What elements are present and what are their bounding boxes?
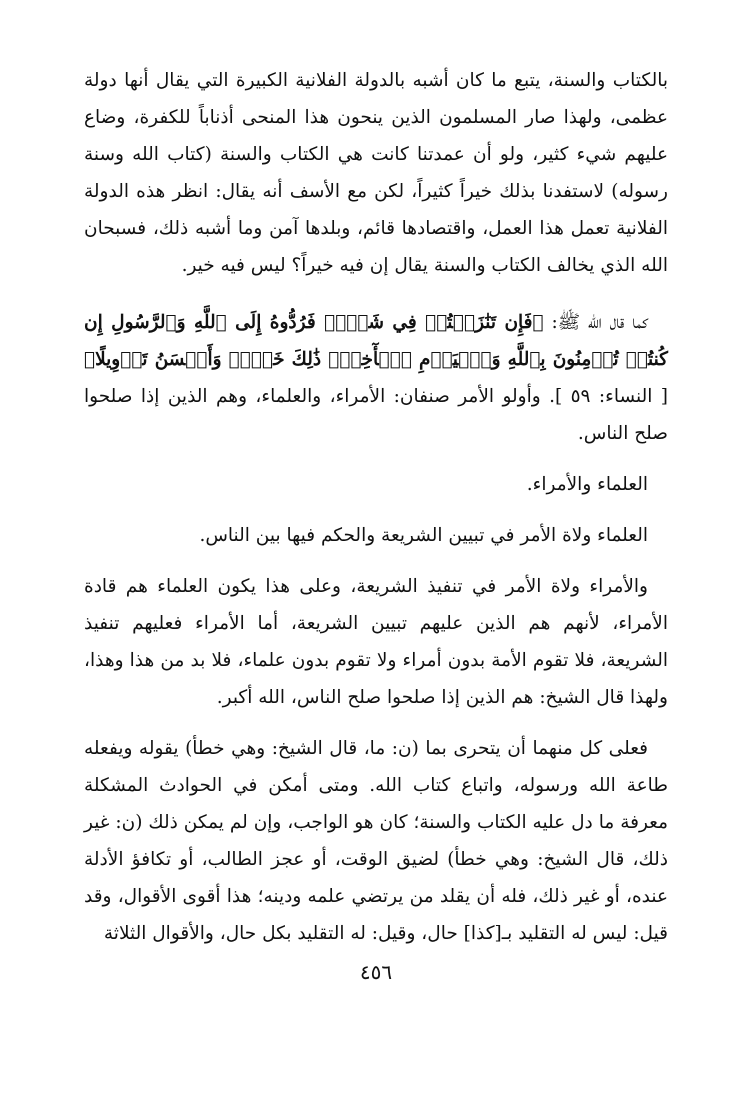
- paragraph-1: بالكتاب والسنة، يتبع ما كان أشبه بالدولة الفلانية الكبيرة التي يقال أنها دولة عظمى، ولهذا صار المسلمون الذين ينحون هذا المنحى أذناباً للكفرة، وضاع عليهم شيء كثير، ولو أن عمدتنا كانت هي الكتاب والسنة (كتاب الله وسنة رسوله) لاستفدنا بذلك خيراً كثيراً، لكن مع الأسف أنه يقال: انظر هذه الدولة الفلانية تعمل هذا العمل، واقتصادها قائم، وبلدها آمن وما أشبه ذلك، فسبحان الله الذي يخالف الكتاب والسنة يقال إن فيه خيراً؟ ليس فيه خير.: [84, 70, 668, 276]
- paragraph-2: [84, 304, 668, 452]
- paragraph-2-rest: [ النساء: ٥٩ ]. وأولو الأمر صنفان: الأمراء، والعلماء، وهم الذين إذا صلحوا صلح الناس.: [84, 386, 668, 444]
- quran-verse: ﴿فَإِن تَنَٰزَعۡتُمۡ فِي شَيۡءٖ فَرُدُّوهُ إِلَى ٱللَّهِ وَٱلرَّسُولِ إِن كُنتُمۡ تُؤۡمِنُونَ بِٱللَّهِ وَٱلۡيَوۡمِ ٱلۡأٓخِرِۚ ذَٰلِكَ خَيۡرٞ وَأَحۡسَنُ تَأۡوِيلًا﴾: [84, 312, 668, 370]
- paragraph-6: فعلى كل منهما أن يتحرى بما (ن: ما، قال الشيخ: وهي خطأ) يقوله ويفعله طاعة الله ورسوله، واتباع كتاب الله. ومتى أمكن في الحوادث المشكلة معرفة ما دل عليه الكتاب والسنة؛ كان هو الواجب، وإن لم يمكن ذلك (ن: غير ذلك، قال الشيخ: وهي خطأ) لضيق الوقت، أو عجز الطالب، أو تكافؤ الأدلة عنده، أو غير ذلك، فله أن يقلد من يرتضي علمه ودينه؛ هذا أقوى الأقوال، وقد قيل: ليس له التقليد بـ[كذا] حال، وقيل: له التقليد بكل حال، والأقوال الثلاثة: [84, 738, 668, 944]
- paragraph-3: العلماء والأمراء.: [526, 474, 648, 495]
- paragraph-2-intro: كما قال الله ﷺ:: [543, 312, 648, 333]
- paragraph-5: والأمراء ولاة الأمر في تنفيذ الشريعة، وعلى هذا يكون العلماء هم قادة الأمراء، لأنهم هم الذين عليهم تبيين الشريعة، أما الأمراء فعليهم تنفيذ الشريعة، فلا تقوم الأمة بدون أمراء ولا تقوم بدون علماء، فلا بد من هذا وهذا، ولهذا قال الشيخ: هم الذين إذا صلحوا صلح الناس، الله أكبر.: [84, 576, 668, 708]
- paragraph-4: العلماء ولاة الأمر في تبيين الشريعة والحكم فيها بين الناس.: [199, 525, 648, 546]
- page-number: ٤٥٦: [359, 960, 393, 984]
